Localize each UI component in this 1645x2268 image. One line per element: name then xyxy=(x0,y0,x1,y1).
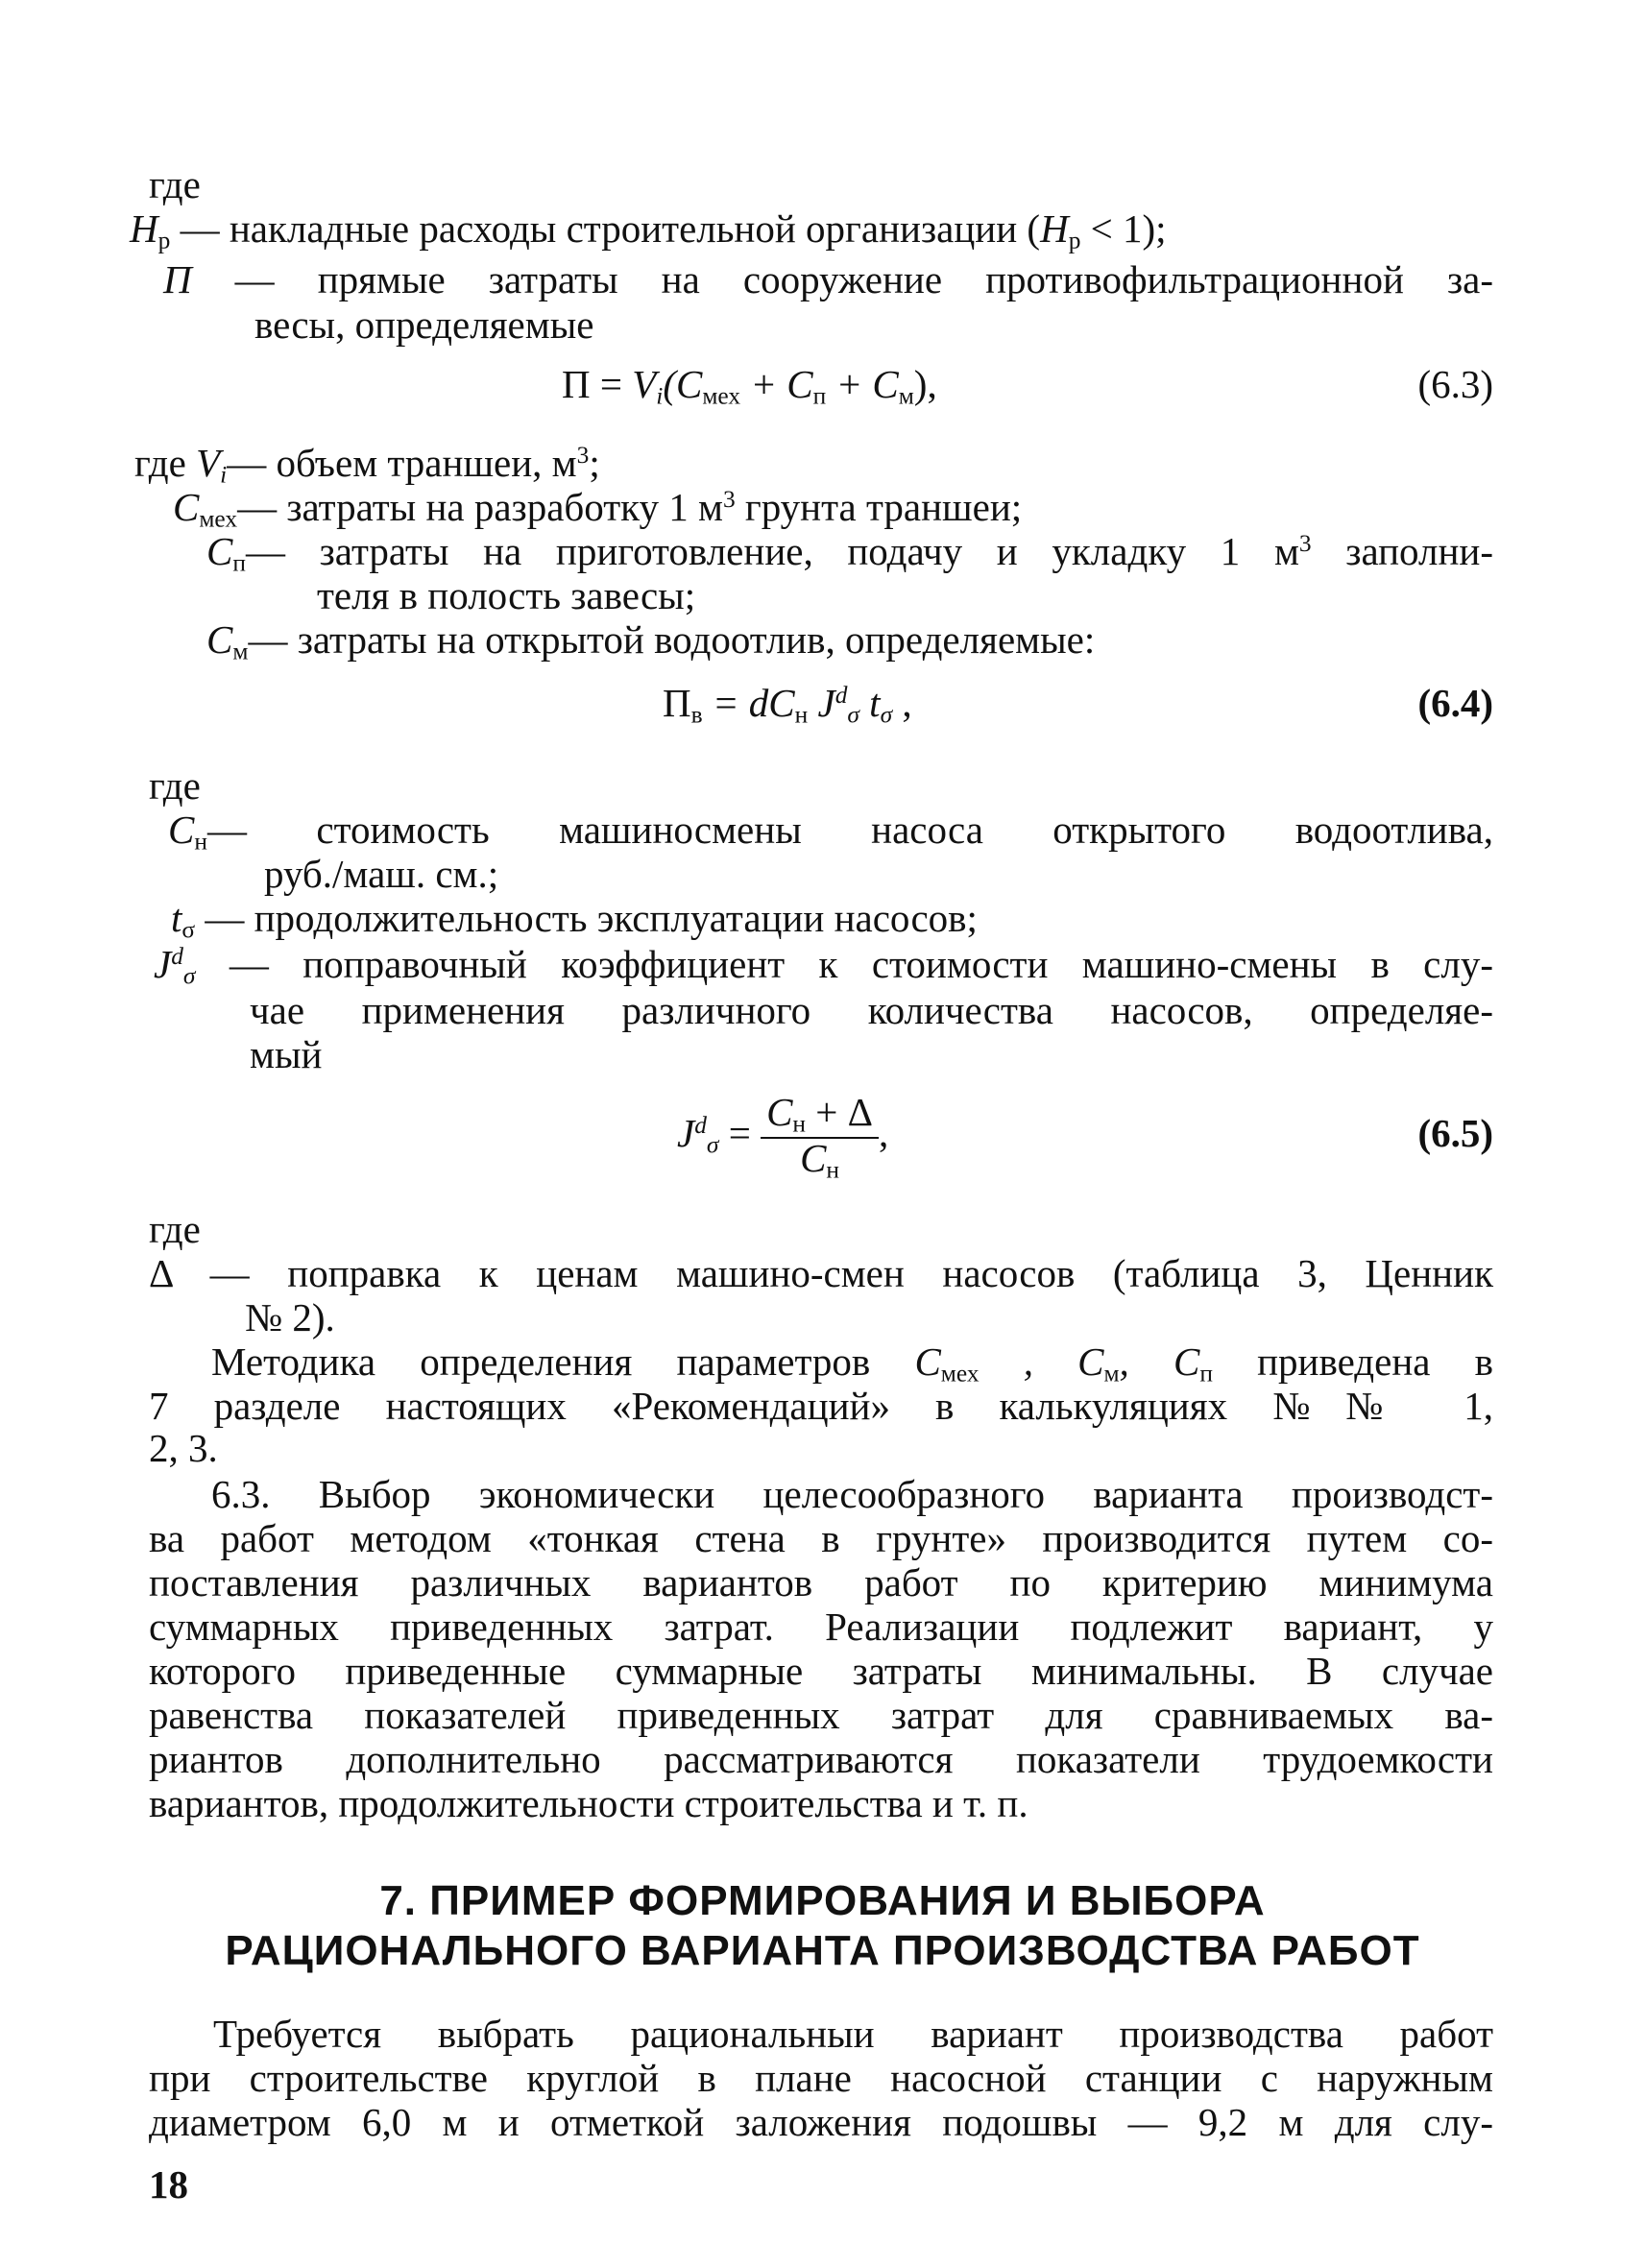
equation-6-5-number: (6.5) xyxy=(1417,1111,1493,1155)
def-delta: Δ — поправка к ценам машино-смен насосов (таблица 3, Ценник xyxy=(149,1251,1493,1295)
def-cm: $C_м—$ затраты на открытой водоотлив, определяемые: xyxy=(206,617,1096,665)
equation-6-3: $П = V_i(C_{мех} + C_п + C_м)$, xyxy=(562,362,937,410)
para-6-3-line-6: равенства показателей приведенных затрат для сравниваемых ва- xyxy=(149,1693,1493,1737)
equation-6-3-number: (6.3) xyxy=(1417,362,1493,406)
def-j-cont-2: мый xyxy=(250,1032,323,1076)
def-ch: $C_н—$ стоимость машиносмены насоса открытого водоотлива, xyxy=(168,808,1493,856)
requirement-line-2: при строительстве круглой в плане насосной станции с наружным xyxy=(149,2056,1493,2100)
method-line-1: Методика определения параметров $C_{мех}$ , $C_м$, $C_п$ приведена в xyxy=(211,1339,1493,1387)
def-vi: где $V_i—$ объем траншеи, $м^3$; xyxy=(134,441,600,489)
para-6-3-line-8: вариантов, продолжительности строительства и т. п. xyxy=(149,1781,1028,1825)
para-6-3-line-4: суммарных приведенных затрат. Реализации подлежит вариант, у xyxy=(149,1604,1493,1649)
def-t: $t_\sigma$ — продолжительность эксплуатации насосов; xyxy=(171,896,978,944)
where-label-2: где xyxy=(149,763,201,808)
requirement-line-1: Требуется выбрать рациональныи вариант производства работ xyxy=(213,2012,1493,2056)
equation-6-4-number: (6.4) xyxy=(1417,681,1493,725)
def-p-cont: весы, определяемые xyxy=(254,302,594,347)
equation-6-5: $J^d_\sigma$ = $\frac{C_н + \Delta}{C_н}$ , xyxy=(677,1090,889,1184)
section-heading-line-2: РАЦИОНАЛЬНОГО ВАРИАНТА ПРОИЗВОДСТВА РАБОТ xyxy=(225,1927,1420,1974)
def-delta-cont: № 2). xyxy=(245,1295,335,1339)
section-heading-line-1: 7. ПРИМЕР ФОРМИРОВАНИЯ И ВЫБОРА xyxy=(379,1877,1266,1924)
def-cmex: $C_{мех}—$ затраты на разработку 1 $м^3$ грунта траншеи; xyxy=(173,485,1023,533)
para-6-3-line-2: ва работ методом «тонкая стена в грунте» производится путем со- xyxy=(149,1516,1493,1560)
where-label: где xyxy=(149,162,201,206)
requirement-line-3: диаметром 6,0 м и отметкой заложения подошвы — 9,2 м для слу- xyxy=(149,2100,1493,2144)
para-6-3-line-7: риантов дополнительно рассматриваются показатели трудоемкости xyxy=(149,1737,1493,1781)
where-label-3: где xyxy=(149,1207,201,1251)
equation-6-4: $П_в = dC_н$ $J^d_\sigma$ $t_\sigma$ , xyxy=(663,681,912,729)
def-hr: $Н_р$ — накладные расходы строительной организации $(Н_р < 1)$; xyxy=(130,206,1167,254)
para-6-3-line-3: поставления различных вариантов работ по критерию минимума xyxy=(149,1560,1493,1604)
def-j-cont-1: чае применения различного количества насосов, определяе- xyxy=(250,988,1493,1032)
method-line-2: 7 разделе настоящих «Рекомендаций» в калькуляциях №№ 1, xyxy=(149,1384,1493,1428)
def-cp-cont: теля в полость завесы; xyxy=(317,573,696,617)
def-j: $J^d_\sigma$ — поправочный коэффициент к стоимости машино-смены в слу- xyxy=(154,942,1493,990)
page-number: 18 xyxy=(149,2162,188,2207)
def-cp: $C_п—$ затраты на приготовление, подачу и укладку 1 $м^3$ заполни- xyxy=(206,529,1494,577)
equation-6-5-fraction: $\frac{C_н + \Delta}{C_н}$ xyxy=(761,1093,879,1183)
para-6-3-line-1: 6.3. Выбор экономически целесообразного варианта производст- xyxy=(211,1472,1493,1516)
def-p: П — прямые затраты на сооружение противофильтрационной за- xyxy=(163,257,1493,302)
method-line-3: 2, 3. xyxy=(149,1426,218,1470)
para-6-3-line-5: которого приведенные суммарные затраты минимальны. В случае xyxy=(149,1649,1493,1693)
def-ch-cont: руб./маш. см.; xyxy=(264,852,499,896)
